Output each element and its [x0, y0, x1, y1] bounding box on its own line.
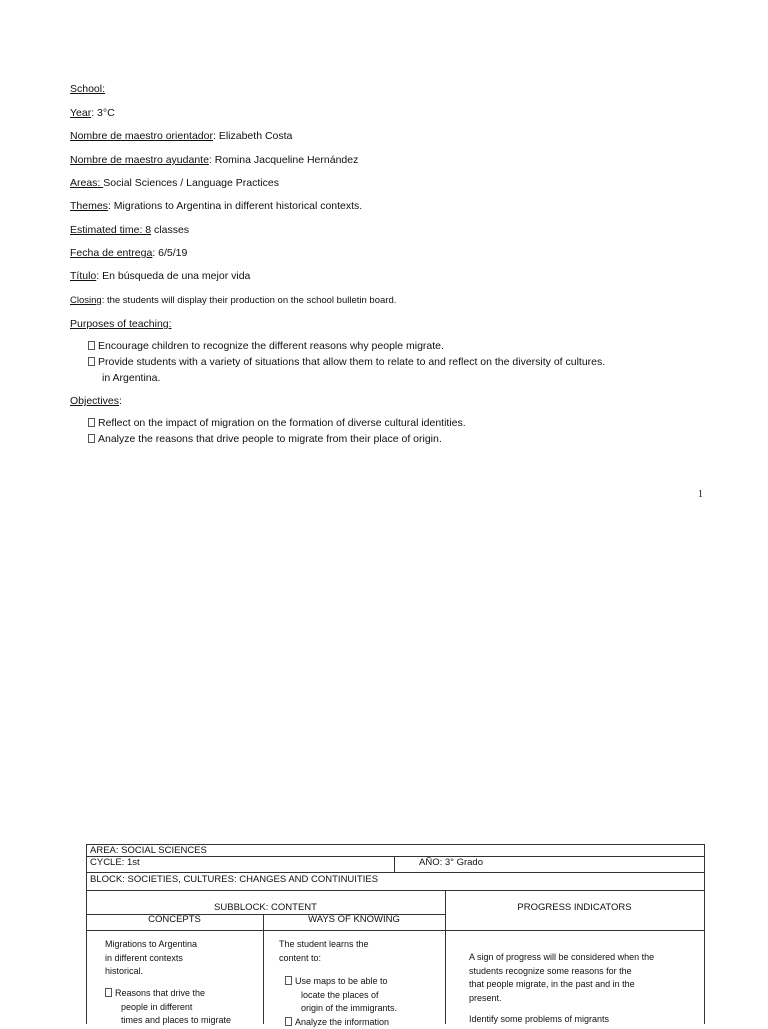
ways-bullet-line: Analyze the information [295, 1016, 390, 1027]
estimated-time-label: Estimated time: 8 [70, 224, 152, 236]
cycle-cell: CYCLE: 1st [90, 857, 140, 868]
closing-field [70, 294, 396, 307]
concepts-line: Migrations to Argentina [105, 939, 198, 949]
fecha-field [70, 247, 187, 260]
objectives-heading [70, 395, 122, 408]
objective-text: Analyze the reasons that drive people to migrate from their place of origin. [98, 433, 442, 445]
checkbox-glyph-icon [88, 434, 95, 443]
curriculum-table [86, 844, 705, 1027]
school-label: School: [70, 83, 106, 95]
progress-line: that people migrate, in the past and in the [469, 979, 635, 989]
school-field [70, 83, 105, 96]
progress-line: students recognize some reasons for the [469, 965, 632, 976]
maestro-orientador-value: : Elizabeth Costa [213, 130, 293, 142]
progress-header: PROGRESS INDICATORS [517, 902, 632, 913]
purpose-text: Encourage children to recognize the different reasons why people migrate. [98, 340, 444, 352]
checkbox-glyph-icon [88, 357, 95, 366]
table-border [86, 890, 705, 891]
progress-line: A sign of progress will be considered when the [469, 952, 655, 962]
progress-line: present. [469, 992, 502, 1003]
areas-label: Areas: [70, 177, 104, 189]
maestro-orientador-field [70, 130, 292, 143]
concepts-bullet-line: times and places to migrate [121, 1015, 232, 1025]
year-label: Year [70, 107, 92, 119]
concepts-bullet-line: people in different [121, 1001, 193, 1012]
objective-item [88, 417, 466, 430]
concepts-line: historical. [105, 966, 144, 976]
checkbox-glyph-icon [285, 1017, 292, 1026]
themes-label: Themes [70, 200, 108, 212]
objective-text: Reflect on the impact of migration on the formation of diverse cultural identities. [98, 417, 466, 429]
maestro-ayudante-label: Nombre de maestro ayudante [70, 154, 209, 166]
ways-bullet-line: Use maps to be able to [295, 976, 388, 986]
closing-value: : the students will display their production on the school bulletin board. [101, 295, 397, 306]
areas-value: Social Sciences / Language Practices [103, 177, 279, 189]
page-number: 1 [698, 489, 703, 500]
purpose-item [88, 340, 444, 353]
ways-line: The student learns the [279, 939, 369, 949]
year-value: : 3°C [91, 107, 115, 119]
ways-bullet [285, 975, 443, 1029]
table-border [704, 844, 705, 1024]
checkbox-glyph-icon [88, 341, 95, 350]
table-border [86, 930, 705, 931]
checkbox-glyph-icon [285, 976, 292, 985]
ways-bullet-line: origin of the immigrants. [301, 1003, 398, 1013]
titulo-label: Título [70, 270, 97, 282]
purposes-heading [70, 318, 208, 331]
purpose-item [88, 356, 605, 369]
estimated-time-value: classes [151, 224, 190, 236]
table-border [394, 856, 395, 872]
checkbox-glyph-icon [105, 988, 112, 997]
objectives-label: Objectives [70, 395, 120, 407]
closing-label: Closing [70, 295, 102, 306]
progress-text [469, 951, 699, 1005]
purpose-continuation: in Argentina. [102, 372, 161, 384]
objectives-colon: : [119, 395, 122, 407]
ano-cell: AÑO: 3° Grado [419, 857, 483, 868]
purposes-label: Purposes of teaching: [70, 318, 172, 330]
ways-line: content to: [279, 952, 322, 963]
block-cell: BLOCK: SOCIETIES, CULTURES: CHANGES AND CONTINUITIES [90, 874, 379, 885]
area-cell: AREA: SOCIAL SCIENCES [90, 845, 207, 856]
purpose-text: Provide students with a variety of situations that allow them to relate to and reflect on the diversity of cultures. [98, 356, 606, 368]
table-border [86, 872, 705, 873]
maestro-ayudante-value: : Romina Jacqueline Hernández [208, 154, 359, 166]
themes-value: : Migrations to Argentina in different historical contexts. [107, 200, 363, 212]
fecha-value: : 6/5/19 [152, 247, 188, 259]
concepts-header: CONCEPTS [148, 914, 201, 925]
maestro-orientador-label: Nombre de maestro orientador [70, 130, 213, 142]
progress-line-2: Identify some problems of migrants [469, 1014, 610, 1024]
table-border [86, 856, 705, 857]
areas-field [70, 177, 279, 190]
fecha-label: Fecha de entrega [70, 247, 153, 259]
titulo-field [70, 270, 250, 283]
estimated-time-field [70, 224, 189, 237]
titulo-value: : En búsqueda de una mejor vida [96, 270, 251, 282]
maestro-ayudante-field [70, 154, 358, 167]
checkbox-glyph-icon [88, 418, 95, 427]
year-field [70, 107, 115, 120]
table-border [86, 844, 87, 1024]
themes-field [70, 200, 362, 213]
subblock-header: SUBBLOCK: CONTENT [214, 902, 317, 913]
concepts-line: in different contexts [105, 952, 183, 963]
table-border [263, 914, 264, 1024]
ways-intro [279, 938, 439, 965]
ways-header: WAYS OF KNOWING [308, 914, 400, 925]
concepts-bullet-line: Reasons that drive the [115, 988, 206, 998]
concepts-intro [105, 938, 255, 979]
objective-item [88, 433, 442, 446]
ways-bullet-line: locate the places of [301, 989, 379, 1000]
concepts-bullet [105, 987, 263, 1028]
